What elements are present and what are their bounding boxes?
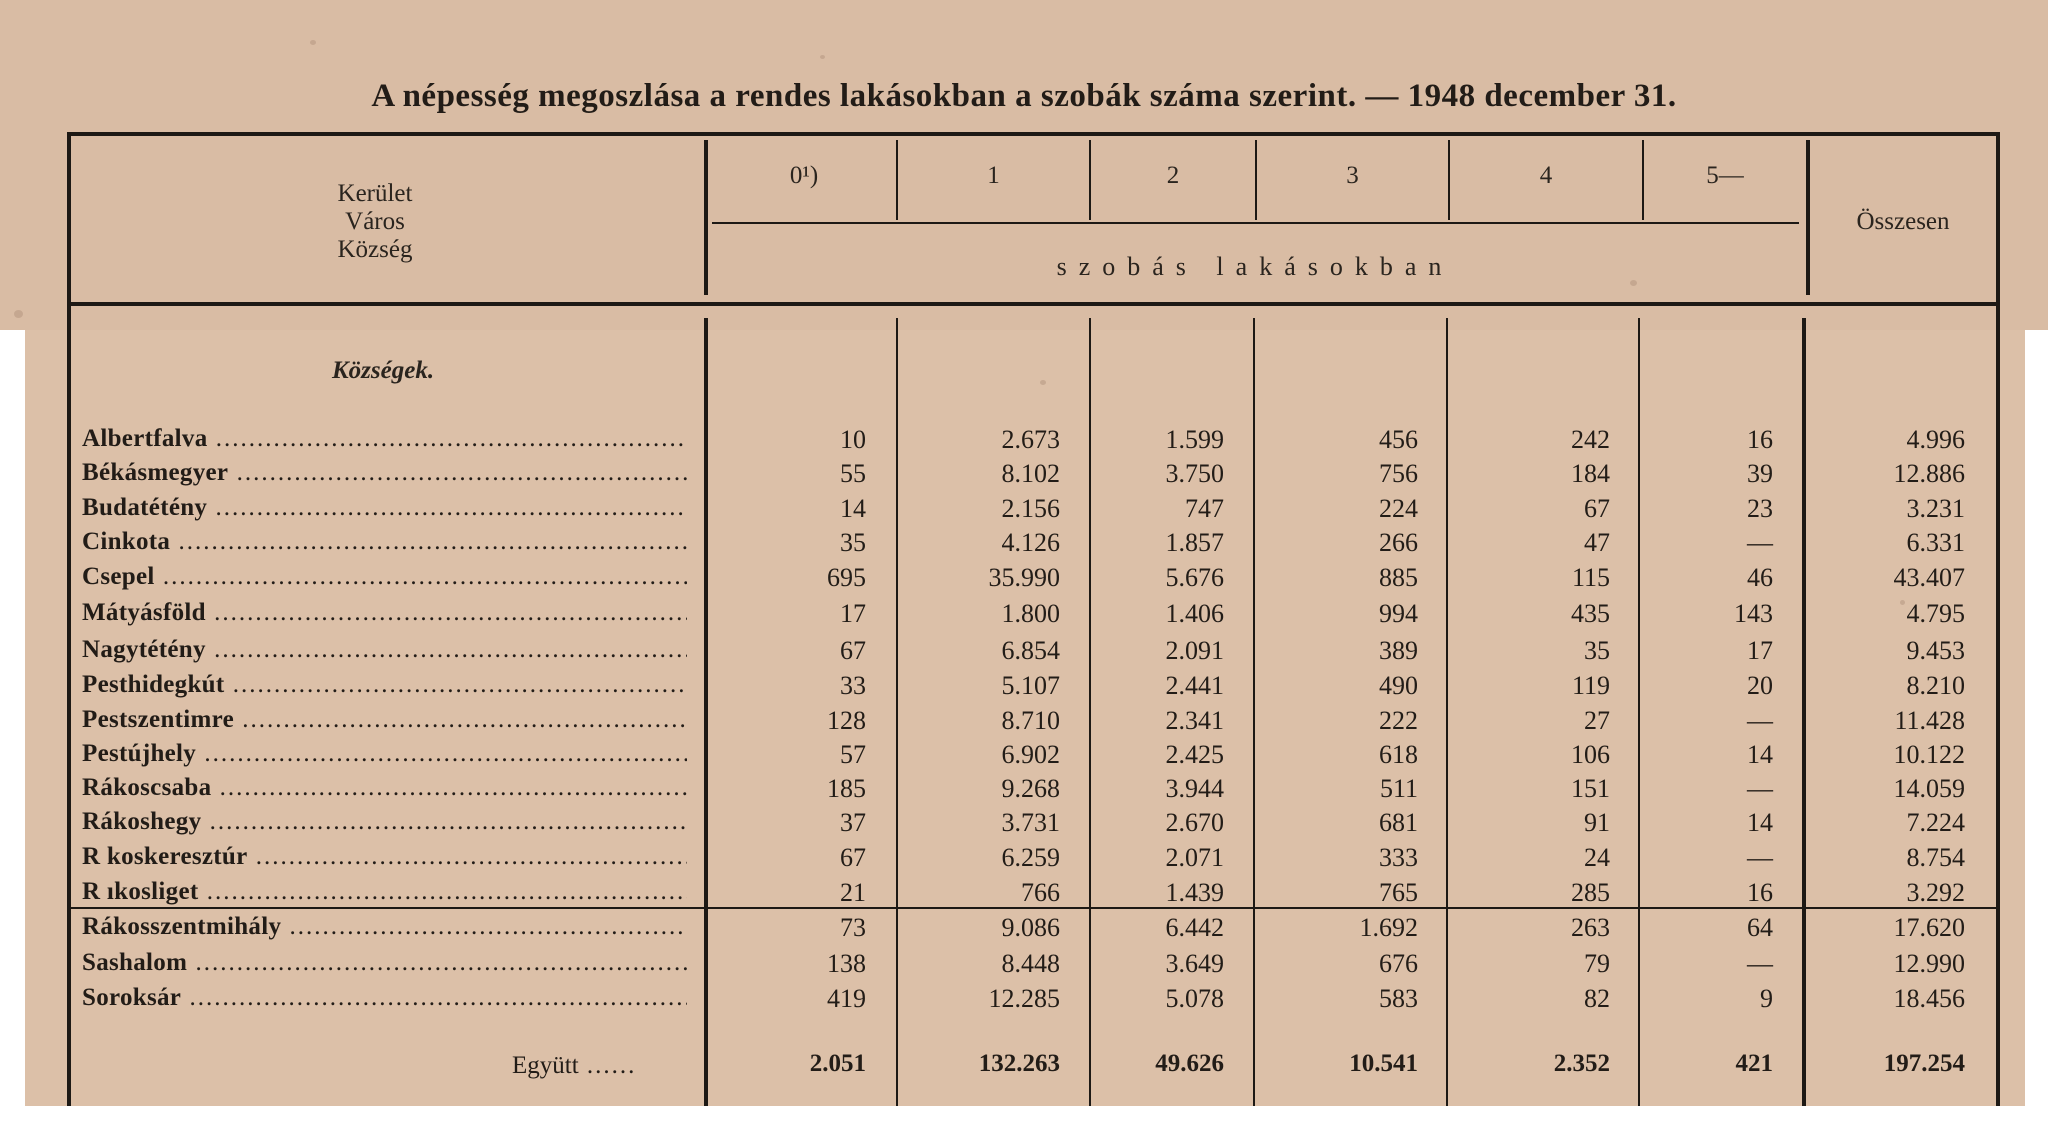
table-cell: 14 bbox=[840, 494, 866, 523]
total-cell: 421 bbox=[1735, 1050, 1773, 1077]
table-cell: 435 bbox=[1571, 599, 1610, 628]
table-row bbox=[0, 494, 2048, 528]
table-cell: 266 bbox=[1379, 528, 1418, 557]
table-row bbox=[0, 459, 2048, 493]
total-cell: 10.541 bbox=[1349, 1050, 1418, 1077]
row-total-cell: 9.453 bbox=[1906, 636, 1965, 665]
column-header: 0¹) bbox=[789, 162, 819, 189]
row-total-cell: 12.990 bbox=[1893, 949, 1965, 978]
table-cell: 67 bbox=[840, 636, 866, 665]
table-cell: 3.750 bbox=[1165, 459, 1224, 488]
table-cell: 756 bbox=[1379, 459, 1418, 488]
table-cell: 1.599 bbox=[1165, 425, 1224, 454]
table-cell: 766 bbox=[1021, 878, 1060, 907]
row-header-line: Kerület bbox=[337, 180, 413, 207]
table-cell: 2.156 bbox=[1001, 494, 1060, 523]
total-cell: 132.263 bbox=[978, 1050, 1060, 1077]
column-header: 3 bbox=[1346, 162, 1359, 189]
table-cell: 17 bbox=[840, 599, 866, 628]
table-cell: 6.902 bbox=[1001, 740, 1060, 769]
table-cell: 128 bbox=[827, 706, 866, 735]
table-row bbox=[0, 563, 2048, 597]
table-cell: — bbox=[1747, 843, 1773, 872]
table-cell: 67 bbox=[840, 843, 866, 872]
row-total-cell: 4.996 bbox=[1906, 425, 1965, 454]
table-cell: 5.078 bbox=[1165, 984, 1224, 1013]
table-cell: 151 bbox=[1571, 774, 1610, 803]
table-cell: 676 bbox=[1379, 949, 1418, 978]
table-cell: 490 bbox=[1379, 671, 1418, 700]
table-cell: 3.649 bbox=[1165, 949, 1224, 978]
table-cell: 55 bbox=[840, 459, 866, 488]
table-cell: 23 bbox=[1747, 494, 1773, 523]
table-cell: 91 bbox=[1584, 808, 1610, 837]
table-cell: — bbox=[1747, 774, 1773, 803]
table-cell: 47 bbox=[1584, 528, 1610, 557]
label-column-rule bbox=[704, 140, 708, 295]
table-cell: — bbox=[1747, 528, 1773, 557]
total-cell: 49.626 bbox=[1155, 1050, 1224, 1077]
grand-total-cell: 197.254 bbox=[1883, 1050, 1965, 1077]
table-cell: 115 bbox=[1571, 563, 1610, 592]
row-total-cell: 8.754 bbox=[1906, 843, 1965, 872]
table-cell: 35 bbox=[1584, 636, 1610, 665]
row-name: Albertfalva ..... bbox=[82, 425, 687, 453]
row-name: Rákoscsaba ..... bbox=[82, 774, 687, 802]
table-cell: — bbox=[1747, 949, 1773, 978]
paper-speck bbox=[14, 310, 23, 318]
table-cell: 3.944 bbox=[1165, 774, 1224, 803]
row-total-cell: 3.231 bbox=[1906, 494, 1965, 523]
table-cell: 73 bbox=[840, 913, 866, 942]
row-name: Budatétény ..... bbox=[82, 494, 687, 522]
row-total-cell: 6.331 bbox=[1906, 528, 1965, 557]
row-total-cell: 18.456 bbox=[1893, 984, 1965, 1013]
table-cell: 8.102 bbox=[1001, 459, 1060, 488]
table-cell: 14 bbox=[1747, 808, 1773, 837]
row-total-cell: 14.059 bbox=[1893, 774, 1965, 803]
table-cell: 1.800 bbox=[1001, 599, 1060, 628]
table-cell: 64 bbox=[1747, 913, 1773, 942]
column-group-label: szobás lakásokban bbox=[1056, 252, 1454, 281]
table-cell: 1.439 bbox=[1165, 878, 1224, 907]
table-cell: 9 bbox=[1760, 984, 1773, 1013]
row-name: Pestszentimre ..... bbox=[82, 706, 687, 734]
table-cell: 21 bbox=[840, 878, 866, 907]
table-cell: 285 bbox=[1571, 878, 1610, 907]
table-cell: 6.442 bbox=[1165, 913, 1224, 942]
table-cell: 2.425 bbox=[1165, 740, 1224, 769]
table-cell: 3.731 bbox=[1001, 808, 1060, 837]
section-title: Községek. bbox=[332, 357, 435, 384]
column-header: 1 bbox=[987, 162, 1000, 189]
table-cell: 67 bbox=[1584, 494, 1610, 523]
header-group-rule bbox=[712, 222, 1799, 224]
row-header-line: Község bbox=[337, 236, 413, 263]
row-total-cell: 43.407 bbox=[1893, 563, 1965, 592]
row-name: R koskeresztúr ..... bbox=[82, 843, 687, 871]
table-cell: 242 bbox=[1571, 425, 1610, 454]
row-total-cell: 3.292 bbox=[1906, 878, 1965, 907]
table-cell: 35.990 bbox=[988, 563, 1060, 592]
table-row bbox=[0, 671, 2048, 705]
table-cell: 12.285 bbox=[988, 984, 1060, 1013]
table-cell: 16 bbox=[1747, 425, 1773, 454]
table-cell: 5.107 bbox=[1001, 671, 1060, 700]
row-total-cell: 7.224 bbox=[1906, 808, 1965, 837]
table-cell: 2.670 bbox=[1165, 808, 1224, 837]
table-row bbox=[0, 599, 2048, 633]
row-name: Rákosszentmihály ..... bbox=[82, 913, 687, 941]
row-name: Nagytétény ..... bbox=[82, 636, 687, 664]
table-cell: 27 bbox=[1584, 706, 1610, 735]
row-name: Pesthidegkút ..... bbox=[82, 671, 687, 699]
table-cell: 17 bbox=[1747, 636, 1773, 665]
table-cell: 389 bbox=[1379, 636, 1418, 665]
table-cell: 8.710 bbox=[1001, 706, 1060, 735]
table-cell: 35 bbox=[840, 528, 866, 557]
table-cell: 1.692 bbox=[1359, 913, 1418, 942]
table-cell: 511 bbox=[1379, 774, 1418, 803]
row-header-label bbox=[290, 180, 460, 264]
table-cell: 82 bbox=[1584, 984, 1610, 1013]
table-cell: 747 bbox=[1185, 494, 1224, 523]
header-bottom-rule bbox=[67, 302, 2000, 306]
table-cell: 419 bbox=[827, 984, 866, 1013]
table-cell: 456 bbox=[1379, 425, 1418, 454]
table-cell: 57 bbox=[840, 740, 866, 769]
column-header: 4 bbox=[1539, 162, 1553, 189]
row-total-cell: 10.122 bbox=[1893, 740, 1965, 769]
row-name: R ıkosliget ..... bbox=[82, 878, 687, 906]
total-column-header: Összesen bbox=[1856, 208, 1950, 235]
row-total-cell: 12.886 bbox=[1893, 459, 1965, 488]
table-cell: 222 bbox=[1379, 706, 1418, 735]
row-name: Rákoshegy ..... bbox=[82, 808, 687, 836]
table-cell: 5.676 bbox=[1165, 563, 1224, 592]
table-cell: 119 bbox=[1571, 671, 1610, 700]
row-header-line: Város bbox=[345, 208, 405, 235]
row-total-cell: 8.210 bbox=[1906, 671, 1965, 700]
table-row bbox=[0, 774, 2048, 808]
table-cell: 138 bbox=[827, 949, 866, 978]
table-cell: 4.126 bbox=[1001, 528, 1060, 557]
table-cell: 2.441 bbox=[1165, 671, 1224, 700]
table-row bbox=[0, 808, 2048, 842]
row-name: Soroksár ..... bbox=[82, 984, 687, 1012]
row-total-cell: 17.620 bbox=[1893, 913, 1965, 942]
table-cell: 2.071 bbox=[1165, 843, 1224, 872]
table-cell: 33 bbox=[840, 671, 866, 700]
table-row bbox=[0, 740, 2048, 774]
table-cell: 184 bbox=[1571, 459, 1610, 488]
table-cell: 1.857 bbox=[1165, 528, 1224, 557]
table-cell: 8.448 bbox=[1001, 949, 1060, 978]
total-cell: 2.051 bbox=[809, 1050, 866, 1077]
table-cell: 1.406 bbox=[1165, 599, 1224, 628]
table-cell: 106 bbox=[1571, 740, 1610, 769]
table-cell: 6.854 bbox=[1001, 636, 1060, 665]
table-cell: 9.086 bbox=[1001, 913, 1060, 942]
row-name: Békásmegyer ..... bbox=[82, 459, 687, 487]
table-cell: 583 bbox=[1379, 984, 1418, 1013]
table-cell: 2.673 bbox=[1001, 425, 1060, 454]
table-cell: 16 bbox=[1747, 878, 1773, 907]
table-cell: 24 bbox=[1584, 843, 1610, 872]
page-title: A népesség megoszlása a rendes lakásokban a szobák száma szerint. — 1948 december 31. bbox=[371, 78, 1677, 114]
table-cell: 994 bbox=[1379, 599, 1418, 628]
row-name: Mátyásföld ..... bbox=[82, 599, 687, 627]
table-cell: 20 bbox=[1747, 671, 1773, 700]
table-row bbox=[0, 878, 2048, 912]
table-cell: 9.268 bbox=[1001, 774, 1060, 803]
table-cell: 765 bbox=[1379, 878, 1418, 907]
table-cell: 333 bbox=[1379, 843, 1418, 872]
row-name: Sashalom ..... bbox=[82, 949, 687, 977]
table-row bbox=[0, 913, 2048, 947]
table-cell: 143 bbox=[1734, 599, 1773, 628]
table-cell: 618 bbox=[1379, 740, 1418, 769]
table-cell: 10 bbox=[840, 425, 866, 454]
row-name: Csepel ..... bbox=[82, 563, 687, 591]
table-cell: 2.341 bbox=[1165, 706, 1224, 735]
table-cell: 2.091 bbox=[1165, 636, 1224, 665]
table-cell: 695 bbox=[827, 563, 866, 592]
table-row bbox=[0, 636, 2048, 670]
table-row bbox=[0, 843, 2048, 877]
row-total-cell: 4.795 bbox=[1906, 599, 1965, 628]
total-cell: 2.352 bbox=[1553, 1050, 1610, 1077]
table-cell: 14 bbox=[1747, 740, 1773, 769]
table-row bbox=[0, 706, 2048, 740]
table-row bbox=[0, 949, 2048, 983]
table-cell: 6.259 bbox=[1001, 843, 1060, 872]
column-header: 5— bbox=[1706, 162, 1744, 189]
table-cell: 39 bbox=[1747, 459, 1773, 488]
table-cell: — bbox=[1747, 706, 1773, 735]
table-cell: 224 bbox=[1379, 494, 1418, 523]
table-row bbox=[0, 984, 2048, 1018]
table-cell: 185 bbox=[827, 774, 866, 803]
row-name: Pestújhely ..... bbox=[82, 740, 687, 768]
table-cell: 885 bbox=[1379, 563, 1418, 592]
row-name: Cinkota ..... bbox=[82, 528, 687, 556]
table-row bbox=[0, 528, 2048, 562]
table-cell: 46 bbox=[1747, 563, 1773, 592]
row-total-cell: 11.428 bbox=[1894, 706, 1965, 735]
total-label: Együtt ...... bbox=[512, 1052, 636, 1080]
table-cell: 263 bbox=[1571, 913, 1610, 942]
column-header: 2 bbox=[1166, 162, 1180, 189]
table-cell: 681 bbox=[1379, 808, 1418, 837]
table-cell: 37 bbox=[840, 808, 866, 837]
table-cell: 79 bbox=[1584, 949, 1610, 978]
paper-speck bbox=[310, 40, 316, 45]
paper-speck bbox=[820, 55, 825, 59]
table-row bbox=[0, 425, 2048, 459]
